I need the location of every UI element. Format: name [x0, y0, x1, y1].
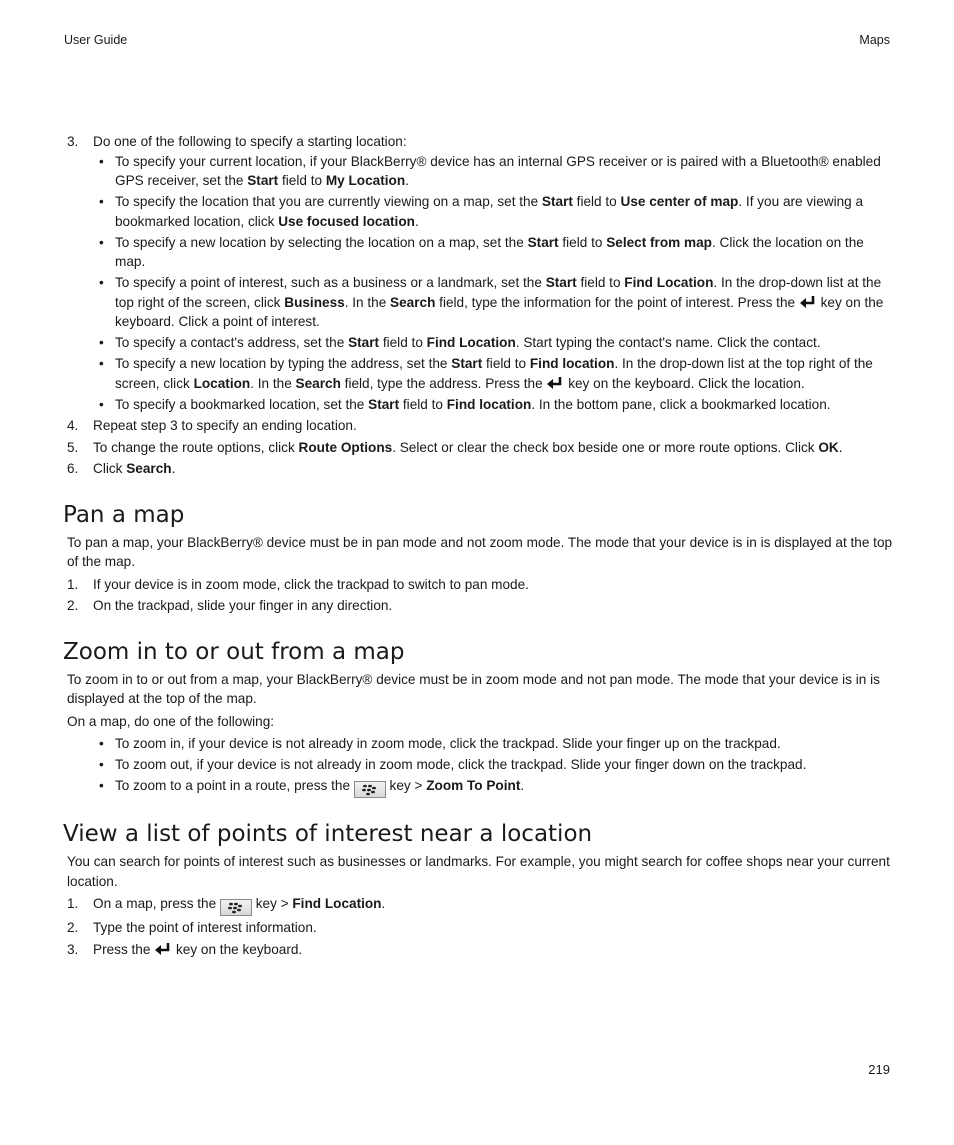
step-text: If your device is in zoom mode, click the trackpad to switch to pan mode.: [93, 576, 529, 592]
blackberry-menu-key-icon: [220, 899, 252, 916]
poi-steps: [67, 894, 897, 959]
bullet-bookmarked-location: • To specify a bookmarked location, set the Start field to Find location. In the bottom pane, click a bookmarked location.: [93, 395, 897, 415]
pan-steps: [67, 575, 897, 616]
step-2: [67, 918, 897, 938]
step-text: Type the point of interest information.: [93, 920, 317, 935]
section-zoom-map: [63, 638, 897, 799]
step-number: 2.: [67, 920, 79, 935]
enter-key-icon: [799, 295, 817, 309]
step-number: 5.: [67, 439, 79, 455]
starting-location-options: [93, 152, 897, 415]
step-text: Do one of the following to specify a starting location:: [93, 134, 407, 149]
step-3: [67, 132, 897, 414]
section-heading: Zoom in to or out from a map: [63, 638, 405, 665]
step-3: 3. Press the key on the keyboard.: [67, 940, 897, 960]
section-intro: To zoom in to or out from a map, your BlackBerry® device must be in zoom mode and not pan mode. The mode that your device is in is displayed at the top of the map.: [67, 671, 880, 706]
step-number: 2.: [67, 598, 79, 613]
step-number: 1.: [67, 576, 79, 592]
bullet-point-of-interest: • To specify a point of interest, such as a business or a landmark, set the Start field to Find Location. In the drop-down list at the top right of the screen, click Business. In the Search field, type the information for the point of interest. Press the key on the keyboard. Click a point of interest.: [93, 273, 897, 332]
section-heading: Pan a map: [63, 501, 185, 528]
step-number: 6.: [67, 461, 79, 476]
step-6: 6. Click Search.: [67, 459, 897, 479]
blackberry-menu-key-icon: [354, 781, 386, 798]
bullet-type-address: • To specify a new location by typing the address, set the Start field to Find location. In the drop-down list at the top right of the screen, click Location. In the Search field, type the address. Press the key on the keyboard. Click the location.: [93, 354, 897, 393]
step-number: 3.: [67, 941, 79, 957]
section-heading: View a list of points of interest near a location: [63, 821, 593, 847]
page-number: 219: [868, 1062, 890, 1077]
step-number: 4.: [67, 418, 79, 433]
running-header-left: User Guide: [64, 33, 128, 47]
enter-key-icon: [154, 942, 172, 956]
section-intro: To pan a map, your BlackBerry® device must be in pan mode and not zoom mode. The mode that your device is in is displayed at the top of the map.: [67, 534, 893, 569]
bullet-zoom-in: • To zoom in, if your device is not already in zoom mode, click the trackpad. Slide your finger up on the trackpad.: [93, 734, 897, 754]
zoom-options: [93, 734, 897, 798]
step-2: [67, 596, 897, 616]
step-5: 5. To change the route options, click Route Options. Select or clear the check box beside one or more route options. Click OK.: [67, 438, 897, 458]
bullet-select-from-map: • To specify a new location by selecting the location on a map, set the Start field to Select from map. Click the location on the map.: [93, 233, 897, 272]
bullet-center-of-map: • To specify the location that you are currently viewing on a map, set the Start field to Use center of map. If you are viewing a bookmarked location, click Use focused location.: [93, 192, 897, 231]
bullet-zoom-to-point: • To zoom to a point in a route, press the key > Zoom To Point.: [93, 776, 897, 798]
section-intro: You can search for points of interest such as businesses or landmarks. For example, you might search for coffee shops near your current location.: [67, 854, 890, 889]
bullet-contact-address: • To specify a contact's address, set the Start field to Find Location. Start typing the contact's name. Click the contact.: [93, 333, 897, 353]
step-4: [67, 416, 897, 436]
section-pan-a-map: [63, 501, 897, 616]
step-1: [67, 575, 897, 595]
page-content: [63, 132, 897, 961]
running-header-right: Maps: [859, 33, 890, 47]
section-points-of-interest: [63, 820, 897, 959]
step-text: Repeat step 3 to specify an ending location.: [93, 418, 357, 433]
step-1: 1. On a map, press the key > Find Location.: [67, 894, 897, 916]
section-lead: On a map, do one of the following:: [67, 713, 275, 729]
enter-key-icon: [546, 376, 564, 390]
bullet-zoom-out: • To zoom out, if your device is not already in zoom mode, click the trackpad. Slide your finger down on the trackpad.: [93, 755, 897, 775]
step-number: 1.: [67, 896, 79, 911]
starting-location-steps: [67, 132, 897, 479]
step-number: 3.: [67, 134, 79, 149]
step-text: On the trackpad, slide your finger in any direction.: [93, 598, 393, 613]
bullet-current-location: • To specify your current location, if your BlackBerry® device has an internal GPS receiver or is paired with a Bluetooth® enabled GPS receiver, set the Start field to My Location.: [93, 152, 897, 191]
